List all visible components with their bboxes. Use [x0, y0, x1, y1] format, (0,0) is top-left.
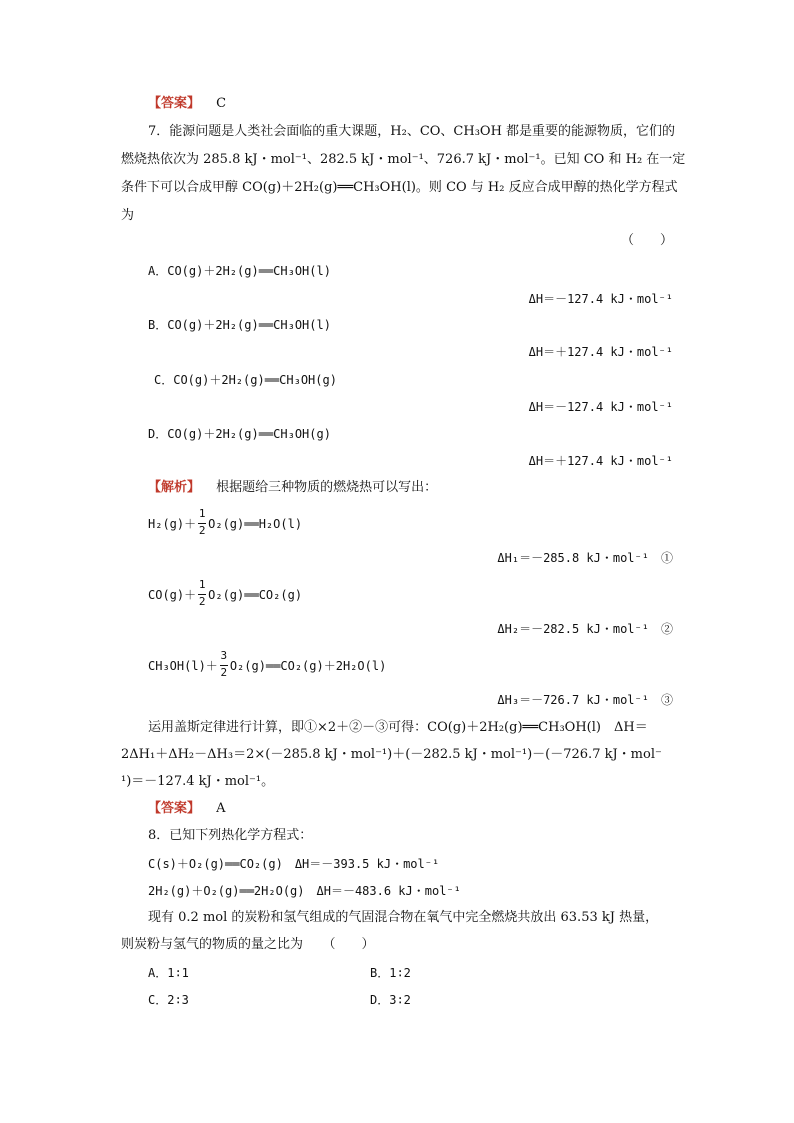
eq3-fraction	[219, 648, 229, 679]
eq3-left: CH₃OH(l)＋	[148, 659, 218, 673]
eq1-numerator: 1	[198, 506, 206, 520]
q8-stem-line2: 现有 0.2 mol 的炭粉和氢气组成的气固混合物在氧气中完全燃烧共放出 63.53 kJ 热量，	[148, 910, 659, 925]
eq3-right: O₂(g)══CO₂(g)＋2H₂O(l)	[229, 659, 387, 673]
eq2-fraction	[197, 577, 207, 608]
q6-answer-line	[148, 95, 226, 113]
q7-answer-line	[148, 800, 226, 818]
q7-option-d: D．CO(g)＋2H₂(g)══CH₃OH(g)	[148, 427, 331, 441]
q8-option-d: D．3∶2	[370, 993, 411, 1007]
q8-equation1: C(s)＋O₂(g)══CO₂(g) ΔH＝－393.5 kJ・mol⁻¹	[148, 857, 440, 871]
analysis-eq3	[148, 648, 387, 679]
eq1-fraction	[197, 506, 207, 537]
analysis-calc-line3: ¹)＝－127.4 kJ・mol⁻¹。	[121, 774, 275, 789]
q7-option-b: B．CO(g)＋2H₂(g)══CH₃OH(l)	[148, 318, 331, 332]
analysis-eq3-dh: ΔH₃＝－726.7 kJ・mol⁻¹ ③	[497, 693, 673, 707]
q7-stem-line3: 条件下可以合成甲醇 CO(g)＋2H₂(g)══CH₃OH(l)。则 CO 与 H₂ 反应合成甲醇的热化学方程式	[121, 180, 678, 195]
answer-tag: 【答案】	[148, 801, 201, 816]
analysis-eq2	[148, 577, 303, 608]
eq1-left: H₂(g)＋	[148, 517, 197, 531]
q7-stem-line4: 为	[121, 208, 135, 223]
analysis-eq1-dh: ΔH₁＝－285.8 kJ・mol⁻¹ ①	[497, 551, 673, 565]
q8-stem-line3: 则炭粉与氢气的物质的量之比为 （ ）	[121, 937, 375, 952]
q7-option-d-dh: ΔH＝＋127.4 kJ・mol⁻¹	[528, 454, 673, 468]
analysis-eq1	[148, 506, 303, 537]
eq2-denominator: 2	[198, 594, 206, 608]
q7-answer-paren: （ ）	[620, 233, 673, 248]
eq2-left: CO(g)＋	[148, 588, 197, 602]
q7-option-a-dh: ΔH＝－127.4 kJ・mol⁻¹	[528, 292, 673, 306]
eq2-right: O₂(g)══CO₂(g)	[208, 588, 303, 602]
answer-value: A	[216, 801, 226, 816]
q7-analysis-line	[148, 479, 437, 497]
q7-option-c-dh: ΔH＝－127.4 kJ・mol⁻¹	[528, 400, 673, 414]
analysis-calc-line1: 运用盖斯定律进行计算，即①×2＋②－③可得：CO(g)＋2H₂(g)══CH₃OH(l) ΔH＝	[148, 720, 648, 735]
q8-option-b: B．1∶2	[370, 966, 411, 980]
eq3-numerator: 3	[220, 648, 228, 662]
q8-option-c: C．2∶3	[148, 993, 189, 1007]
q7-stem-line1: 7．能源问题是人类社会面临的重大课题，H₂、CO、CH₃OH 都是重要的能源物质，它们的	[148, 124, 676, 139]
eq2-numerator: 1	[198, 577, 206, 591]
q7-option-a: A．CO(g)＋2H₂(g)══CH₃OH(l)	[148, 264, 331, 278]
eq1-denominator: 2	[198, 523, 206, 537]
analysis-intro: 根据题给三种物质的燃烧热可以写出：	[216, 480, 438, 495]
analysis-eq2-dh: ΔH₂＝－282.5 kJ・mol⁻¹ ②	[497, 622, 673, 636]
q7-stem-line2: 燃烧热依次为 285.8 kJ・mol⁻¹、282.5 kJ・mol⁻¹、726.7 kJ・mol⁻¹。已知 CO 和 H₂ 在一定	[121, 152, 686, 167]
q8-stem-line1: 8．已知下列热化学方程式：	[148, 828, 313, 843]
q7-option-c: C．CO(g)＋2H₂(g)══CH₃OH(g)	[154, 373, 337, 387]
answer-tag: 【答案】	[148, 96, 201, 111]
answer-value: C	[216, 96, 227, 111]
q8-option-a: A．1∶1	[148, 966, 189, 980]
q8-equation2: 2H₂(g)＋O₂(g)══2H₂O(g) ΔH＝－483.6 kJ・mol⁻¹	[148, 884, 461, 898]
analysis-calc-line2: 2ΔH₁＋ΔH₂－ΔH₃＝2×(－285.8 kJ・mol⁻¹)＋(－282.5 kJ・mol⁻¹)－(－726.7 kJ・mol⁻	[121, 747, 662, 762]
q7-option-b-dh: ΔH＝＋127.4 kJ・mol⁻¹	[528, 345, 673, 359]
eq1-right: O₂(g)══H₂O(l)	[208, 517, 303, 531]
analysis-tag: 【解析】	[148, 480, 201, 495]
eq3-denominator: 2	[220, 665, 228, 679]
